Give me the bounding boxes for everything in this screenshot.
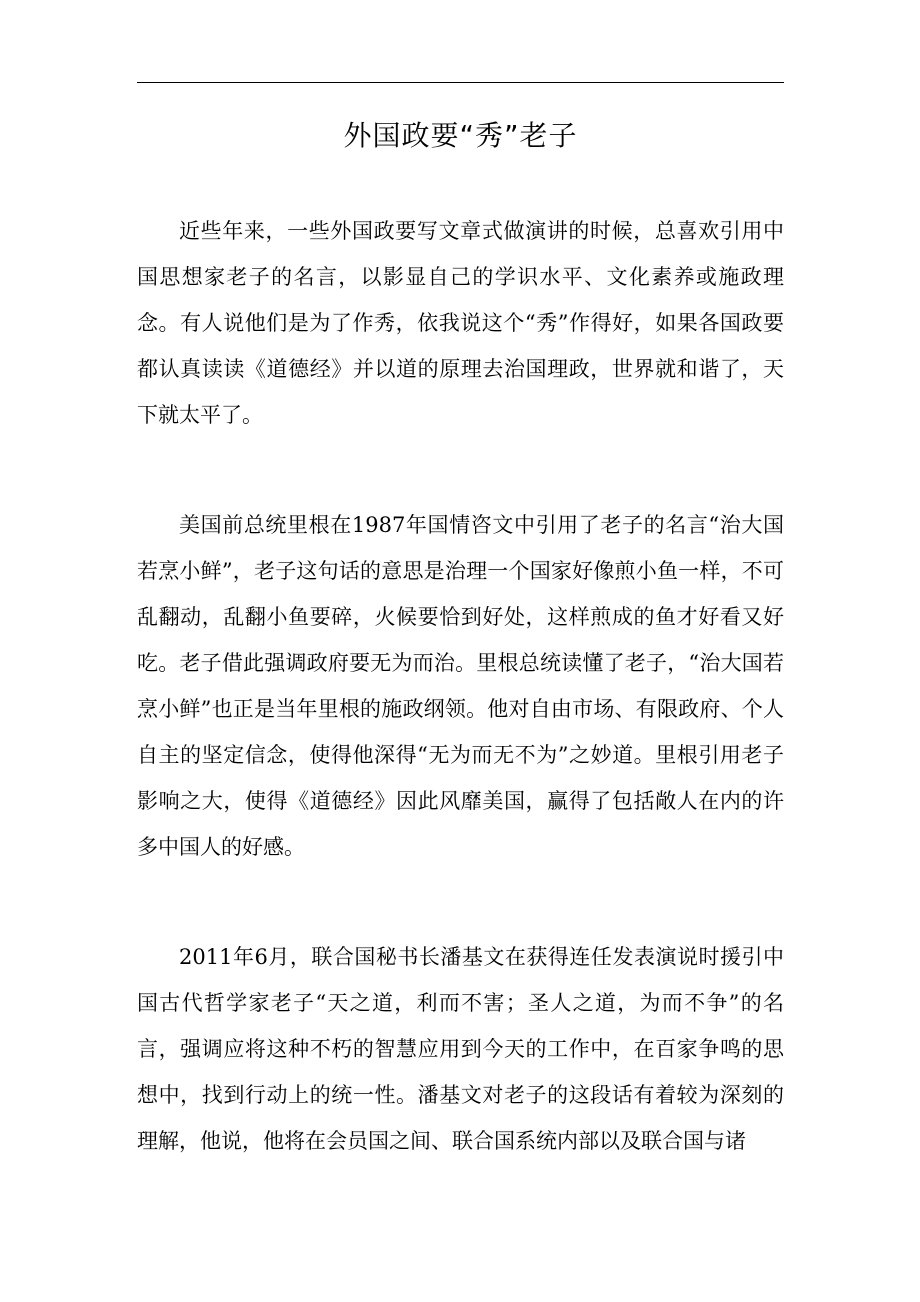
paragraph-1-block [137,208,784,438]
paragraph-3-block [137,934,784,1164]
paragraph-2: 美国前总统里根在1987年国情咨文中引用了老子的名言“治大国若烹小鲜”，老子这句话的意思是治理一个国家好像煎小鱼一样，不可乱翻动，乱翻小鱼要碎，火候要恰到好处，这样煎成的鱼才好看又好吃。老子借此强调政府要无为而治。里根总统读懂了老子，“治大国若烹小鲜”也正是当年里根的施政纲领。他对自由市场、有限政府、个人自主的坚定信念，使得他深得“无为而无不为”之妙道。里根引用老子影响之大，使得《道德经》因此风靡美国，赢得了包括敞人在内的许多中国人的好感。 [137,513,784,859]
header-rule [137,82,784,83]
document-title: 外国政要“秀”老子 [343,119,578,152]
paragraph-3: 2011年6月，联合国秘书长潘基文在获得连任发表演说时援引中国古代哲学家老子“天之道，利而不害；圣人之道，为而不争”的名言，强调应将这种不朽的智慧应用到今天的工作中，在百家争鸣的思想中，找到行动上的统一性。潘基文对老子的这段话有着较为深刻的理解，他说，他将在会员国之间、联合国系统内部以及联合国与诸 [137,945,784,1153]
paragraph-1: 近些年来，一些外国政要写文章式做演讲的时候，总喜欢引用中国思想家老子的名言，以影显自己的学识水平、文化素养或施政理念。有人说他们是为了作秀，依我说这个“秀”作得好，如果各国政要都认真读读《道德经》并以道的原理去治国理政，世界就和谐了，天下就太平了。 [137,219,784,427]
paragraph-2-block [137,502,784,870]
